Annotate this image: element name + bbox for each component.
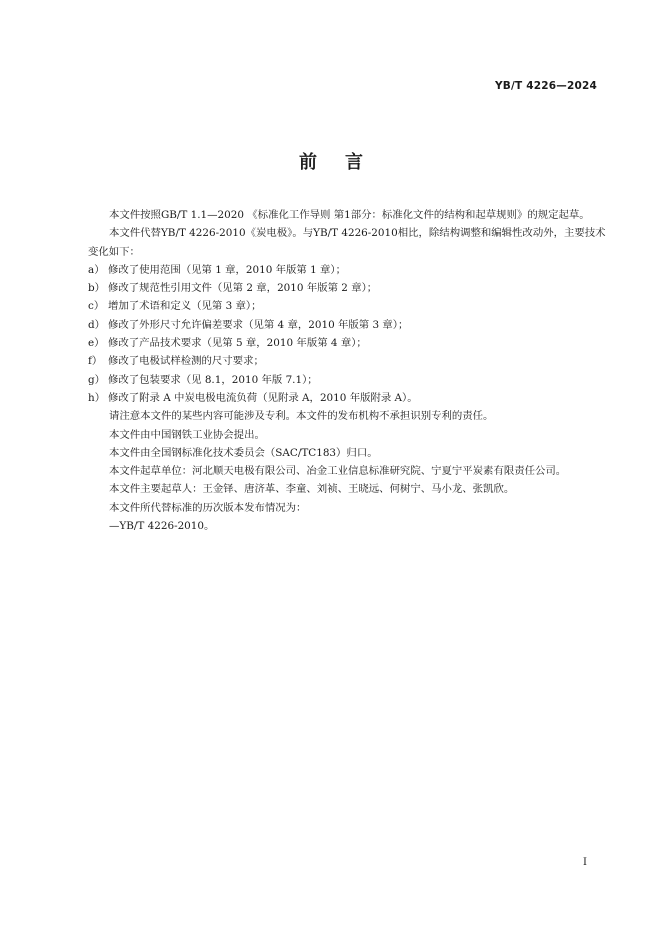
list-item	[88, 371, 608, 389]
list-item-text: 修改了包装要求（见 8.1，2010 年版 7.1）；	[108, 373, 318, 386]
paragraph-replacement: 本文件代替YB/T 4226-2010《炭电极》。与YB/T 4226-2010相比，除结构调整和编辑性改动外，主要技术变化如下：	[88, 227, 606, 258]
list-item-text: 修改了使用范围（见第 1 章，2010 年版第 1 章）；	[108, 263, 347, 276]
foreword-body	[88, 206, 608, 535]
page-number: I	[583, 857, 587, 868]
paragraph-patent-notice: 请注意本文件的某些内容可能涉及专利。本文件的发布机构不承担识别专利的责任。	[109, 410, 494, 423]
paragraph-drafting-basis: 本文件按照GB/T 1.1—2020 《标准化工作导则 第1部分：标准化文件的结构和起草规则》的规定起草。	[109, 209, 590, 221]
list-item-label: a）	[88, 263, 105, 276]
paragraph-history-intro: 本文件所代替标准的历次版本发布情况为：	[109, 501, 307, 514]
list-item-text: 修改了规范性引用文件（见第 2 章，2010 年版第 2 章）；	[108, 282, 378, 295]
list-item-label: h）	[88, 391, 106, 404]
list-item-text: 增加了术语和定义（见第 3 章）；	[108, 300, 262, 313]
paragraph-proposer: 本文件由中国钢铁工业协会提出。	[109, 428, 265, 441]
list-item-label: d）	[88, 318, 106, 331]
list-item	[88, 334, 608, 352]
list-item-label: f）	[88, 355, 103, 368]
list-item-text: 修改了外形尺寸允许偏差要求（见第 4 章，2010 年版第 3 章）；	[108, 318, 409, 331]
list-item-text: 修改了产品技术要求（见第 5 章，2010 年版第 4 章）；	[108, 337, 367, 350]
list-item	[88, 352, 608, 370]
paragraph-drafters: 本文件主要起草人：王金铎、唐济革、李童、刘祯、王晓远、何树宁、马小龙、张凯欣。	[109, 483, 515, 496]
list-item-label: e）	[88, 337, 105, 350]
list-item-text: 修改了电极试样检测的尺寸要求；	[108, 355, 264, 368]
list-item	[88, 297, 608, 315]
page-title: 前言	[299, 152, 391, 173]
list-item-label: b）	[88, 282, 106, 295]
list-item	[88, 389, 608, 407]
changes-list	[88, 261, 608, 407]
paragraph-drafting-units: 本文件起草单位：河北顺天电极有限公司、冶金工业信息标准研究院、宁夏宁平炭素有限责任公司。	[109, 465, 567, 478]
list-item-label: g）	[88, 373, 106, 386]
list-item	[88, 261, 608, 279]
document-code: YB/T 4226—2024	[494, 80, 597, 92]
paragraph-technical-committee: 本文件由全国钢标准化技术委员会（SAC/TC183）归口。	[109, 446, 378, 459]
list-item-text: 修改了附录 A 中炭电极电流负荷（见附录 A，2010 年版附录 A）。	[108, 391, 418, 404]
paragraph-history-item: —YB/T 4226-2010。	[109, 520, 215, 533]
list-item-label: c）	[88, 300, 105, 313]
list-item	[88, 279, 608, 297]
list-item	[88, 316, 608, 334]
